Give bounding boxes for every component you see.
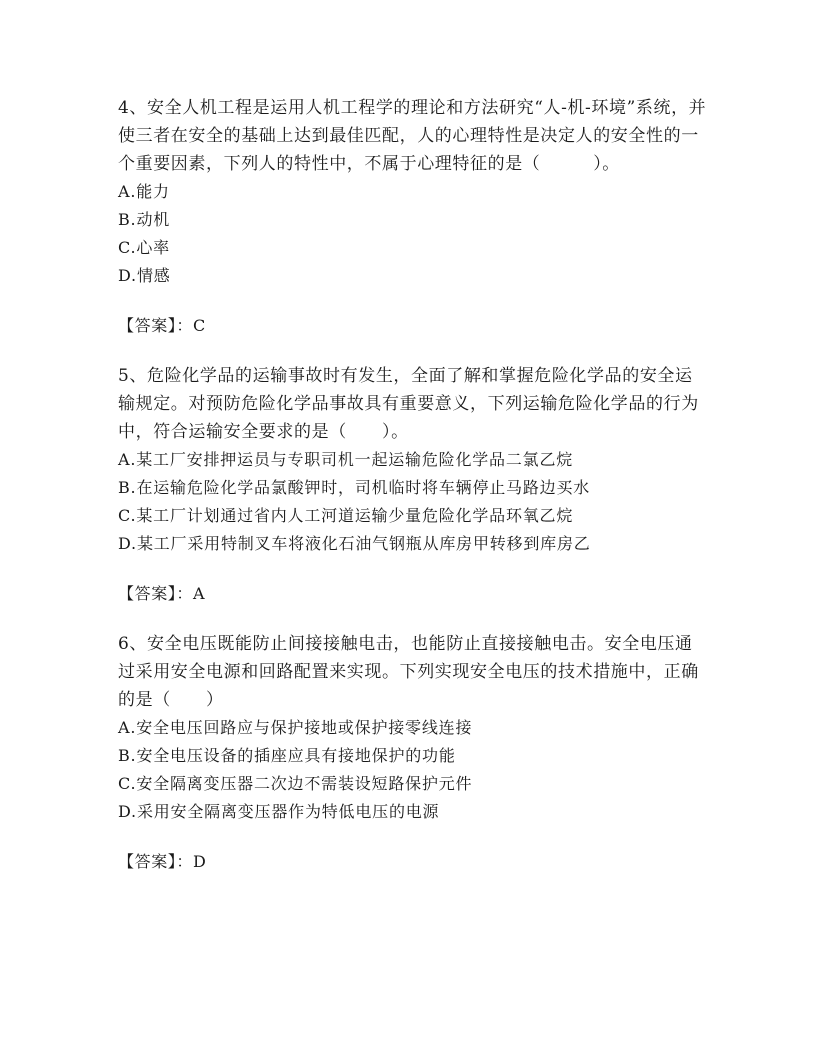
question-4 — [118, 94, 708, 290]
option-c: C.某工厂计划通过省内人工河道运输少量危险化学品环氧乙烷 — [118, 506, 574, 525]
option-d: D.某工厂采用特制叉车将液化石油气钢瓶从库房甲转移到库房乙 — [118, 534, 591, 553]
answer-4: 【答案】：C — [118, 316, 206, 335]
option-a: A.某工厂安排押运员与专职司机一起运输危险化学品二氯乙烷 — [118, 450, 574, 469]
option-c: C.心率 — [118, 238, 170, 257]
document-page — [118, 94, 708, 876]
question-stem: 5、危险化学品的运输事故时有发生，全面了解和掌握危险化学品的安全运输规定。对预防危险化学品事故具有重要意义，下列运输危险化学品的行为中，符合运输安全要求的是（ ）。 — [118, 366, 699, 442]
option-b: B.动机 — [118, 210, 171, 229]
answer-6: 【答案】：D — [118, 852, 207, 871]
option-d: D.情感 — [118, 266, 171, 285]
option-b: B.安全电压设备的插座应具有接地保护的功能 — [118, 746, 456, 765]
question-6 — [118, 630, 708, 826]
question-5 — [118, 362, 708, 558]
option-a: A.能力 — [118, 182, 170, 201]
option-d: D.采用安全隔离变压器作为特低电压的电源 — [118, 802, 440, 821]
option-a: A.安全电压回路应与保护接地或保护接零线连接 — [118, 718, 473, 737]
question-stem: 4、安全人机工程是运用人机工程学的理论和方法研究“人-机-环境”系统，并使三者在安全的基础上达到最佳匹配，人的心理特性是决定人的安全性的一个重要因素，下列人的特性中，不属于心理特征的是（ ）。 — [118, 98, 707, 174]
question-stem: 6、安全电压既能防止间接接触电击，也能防止直接接触电击。安全电压通过采用安全电源和回路配置来实现。下列实现安全电压的技术措施中，正确的是（ ） — [118, 634, 699, 710]
option-c: C.安全隔离变压器二次边不需装设短路保护元件 — [118, 774, 473, 793]
option-b: B.在运输危险化学品氯酸钾时，司机临时将车辆停止马路边买水 — [118, 478, 591, 497]
answer-5: 【答案】：A — [118, 584, 206, 603]
